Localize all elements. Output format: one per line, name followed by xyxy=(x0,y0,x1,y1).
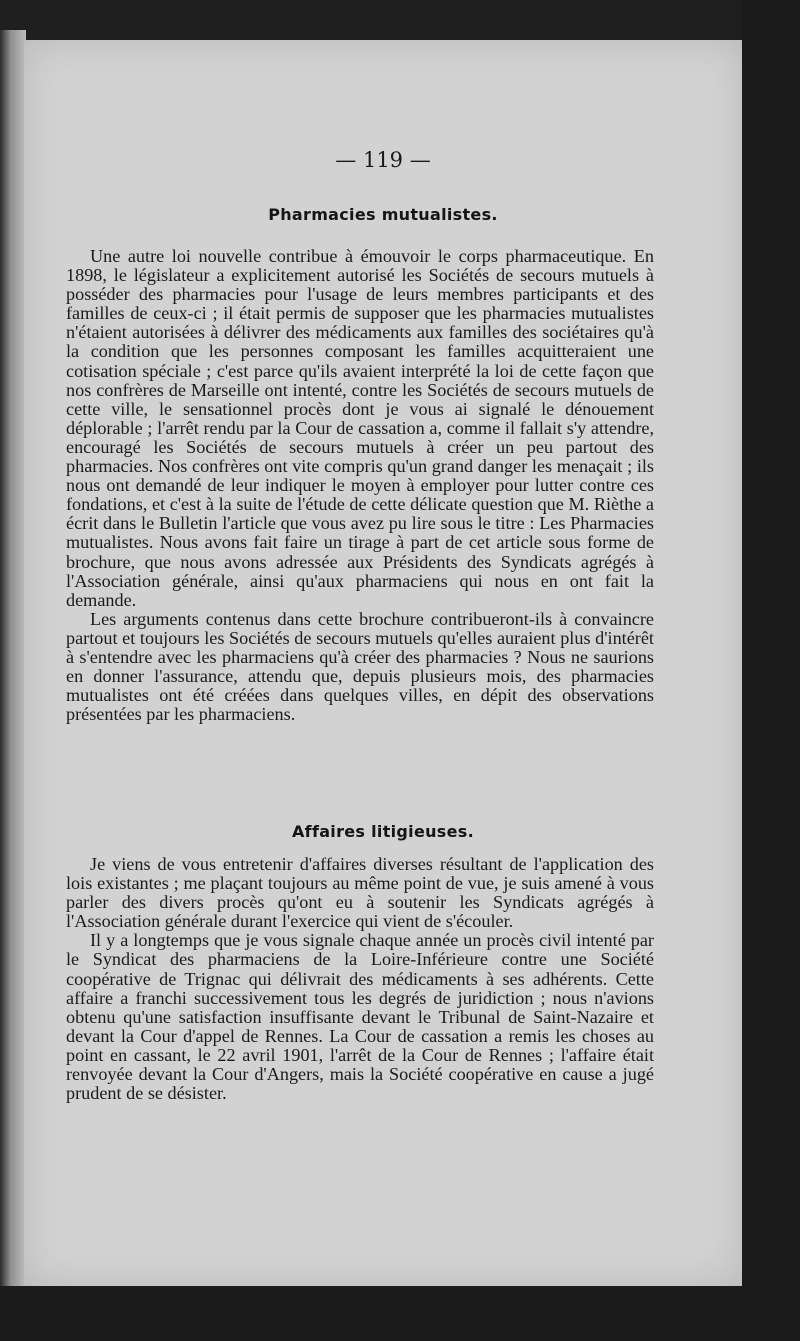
section-body-pharmacies xyxy=(66,247,654,724)
section-body-affaires xyxy=(66,855,654,1103)
bottom-background xyxy=(0,1286,800,1341)
left-page-edge xyxy=(0,30,26,1290)
paragraph: Je viens de vous entretenir d'affaires diverses résultant de l'application des lois existantes ; me plaçant toujours au même point de vue, je suis amené à vous parler des divers procès qu'ont eu à soutenir les Syndicats agrégés à l'Association générale durant l'exercice qui vient de s'écouler. xyxy=(66,854,654,932)
page-number: — 119 — xyxy=(335,148,431,172)
paragraph: Il y a longtemps que je vous signale chaque année un procès civil intenté par le Syndicat des pharmaciens de la Loire-Inférieure contre une Société coopérative de Trignac qui délivrait des médicaments à ses adhérents. Cette affaire a franchi successivement tous les degrés de juridiction ; nous n'avions obtenu qu'une satisfaction insuffisante devant le Tribunal de Saint-Nazaire et devant la Cour d'appel de Rennes. La Cour de cassation a remis les choses au point en cassant, le 22 avril 1901, l'arrêt de la Cour de Rennes ; l'affaire était renvoyée devant la Cour d'Angers, mais la Société coopérative en cause a jugé prudent de se désister. xyxy=(66,930,654,1104)
section-heading-affaires: Affaires litigieuses. xyxy=(292,822,474,841)
section-heading-pharmacies: Pharmacies mutualistes. xyxy=(268,205,498,224)
paragraph: Une autre loi nouvelle contribue à émouvoir le corps pharmaceutique. En 1898, le législateur a explicitement autorisé les Sociétés de secours mutuels à posséder des pharmacies pour l'usage de leurs membres participants et des familles de ceux-ci ; il était permis de supposer que les pharmacies mutualistes n'étaient autorisées à délivrer des médicaments aux familles des sociétaires qu'à la condition que les personnes composant les familles acquitteraient une cotisation spéciale ; c'est parce qu'ils avaient interprété la loi de cette façon que nos confrères de Marseille ont intenté, contre les Sociétés de secours mutuels de cette ville, le sensationnel procès dont je vous ai signalé le dénouement déplorable ; l'arrêt rendu par la Cour de cassation a, comme il fallait s'y attendre, encouragé les Sociétés de secours mutuels à créer un peu partout des pharmacies. Nos confrères ont vite compris qu'un grand danger les menaçait ; ils nous ont demandé de leur indiquer le moyen à employer pour lutter contre ces fondations, et c'est à la suite de l'étude de cette délicate question que M. Rièthe a écrit dans le Bulletin l'article que vous avez pu lire sous le titre : Les Pharmacies mutualistes. Nous avons fait faire un tirage à part de cet article sous forme de brochure, que nous avons adressée aux Présidents des Syndicats agrégés à l'Association générale, ainsi qu'aux pharmaciens qui nous en ont fait la demande. xyxy=(66,246,654,610)
paragraph: Les arguments contenus dans cette brochure contribueront-ils à convaincre partout et toujours les Sociétés de secours mutuels qu'elles auraient plus d'intérêt à s'entendre avec les pharmaciens qu'à créer des pharmacies ? Nous ne saurions en donner l'assurance, attendu que, depuis plusieurs mois, des pharmacies mutualistes ont été créées dans quelques villes, en dépit des observations présentées par les pharmaciens. xyxy=(66,608,654,725)
book-page xyxy=(24,40,742,1286)
right-background xyxy=(742,0,800,1341)
